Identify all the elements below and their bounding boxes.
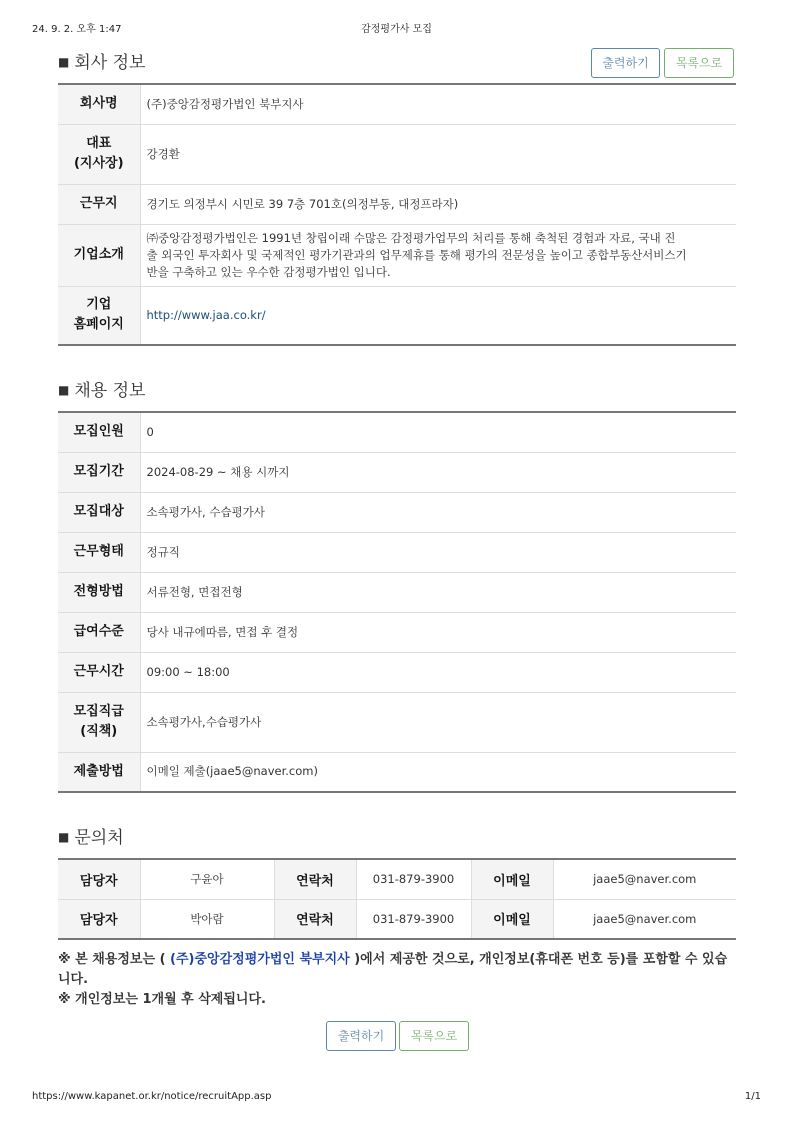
print-button-bottom[interactable]: 출력하기: [326, 1021, 396, 1051]
list-button-top[interactable]: 목록으로: [664, 48, 734, 78]
location-value: 경기도 의정부시 시민로 39 7층 701호(의정부동, 대정프라자): [140, 184, 736, 224]
privacy-notice: [58, 950, 738, 1010]
company-section-title: ■ 회사 정보: [58, 53, 146, 73]
notice-line-1: ※ 본 채용정보는 ( (주)중앙감정평가법인 북부지사 )에서 제공한 것으로, 개인정보(휴대폰 번호 등)를 포함할 수 있습니다.: [58, 952, 728, 987]
phone-value: 031-879-3900: [356, 859, 471, 899]
table-row: [58, 412, 736, 452]
hours-label: 근무시간: [58, 652, 140, 692]
submission-value: 이메일 제출(jaae5@naver.com): [146, 764, 318, 779]
section-bullet-icon: ■: [58, 383, 70, 397]
table-row: [58, 692, 736, 752]
print-footer: [32, 1091, 761, 1105]
table-row: [58, 752, 736, 792]
phone-value: 031-879-3900: [356, 899, 471, 939]
table-row: [58, 492, 736, 532]
homepage-label: 기업 홈페이지: [58, 286, 140, 345]
person-label: 담당자: [58, 899, 140, 939]
notice-company: (주)중앙감정평가법인 북부지사: [165, 952, 355, 967]
selection-label: 전형방법: [58, 572, 140, 612]
section-bullet-icon: ■: [58, 830, 70, 844]
email-label: 이메일: [471, 899, 553, 939]
employment-type-value: 정규직: [140, 532, 736, 572]
company-name-label: 회사명: [58, 84, 140, 124]
print-header: [32, 20, 761, 36]
salary-label: 급여수준: [58, 612, 140, 652]
selection-value: 서류전형, 면접전형: [140, 572, 736, 612]
table-row: [58, 652, 736, 692]
position-value: 소속평가사,수습평가사: [140, 692, 736, 752]
recruit-info-table: [58, 411, 736, 793]
print-page-number: 1/1: [744, 1091, 761, 1102]
notice-line-2: ※ 개인정보는 1개월 후 삭제됩니다.: [58, 992, 266, 1007]
table-row: [58, 184, 736, 224]
period-label: 모집기간: [58, 452, 140, 492]
table-row: [58, 899, 736, 939]
homepage-value: [140, 286, 736, 345]
company-name-value: (주)중앙감정평가법인 북부지사: [140, 84, 736, 124]
print-date: 24. 9. 2. 오후 1:47: [32, 24, 122, 35]
location-label: 근무지: [58, 184, 140, 224]
email-value: jaae5@naver.com: [593, 911, 697, 926]
period-value: 2024-08-29 ~ 채용 시까지: [140, 452, 736, 492]
hours-value: 09:00 ~ 18:00: [140, 652, 736, 692]
contact-section-title: ■ 문의처: [58, 828, 124, 848]
list-button-bottom[interactable]: 목록으로: [399, 1021, 469, 1051]
phone-label: 연락처: [274, 899, 356, 939]
recruit-section-title: ■ 채용 정보: [58, 381, 146, 401]
section-bullet-icon: ■: [58, 55, 70, 69]
print-button-top[interactable]: 출력하기: [591, 48, 660, 78]
headcount-value: 0: [140, 412, 736, 452]
table-row: [58, 84, 736, 124]
table-row: [58, 859, 736, 899]
contact-table: [58, 858, 736, 940]
ceo-value: 강경환: [140, 124, 736, 184]
table-row: [58, 224, 736, 286]
salary-value: 당사 내규에따름, 면접 후 결정: [140, 612, 736, 652]
homepage-link[interactable]: http://www.jaa.co.kr/: [146, 307, 266, 322]
print-title: 감정평가사 모집: [361, 24, 432, 35]
email-label: 이메일: [471, 859, 553, 899]
table-row: [58, 452, 736, 492]
phone-label: 연락처: [274, 859, 356, 899]
table-row: [58, 286, 736, 345]
target-value: 소속평가사, 수습평가사: [140, 492, 736, 532]
headcount-label: 모집인원: [58, 412, 140, 452]
table-row: [58, 124, 736, 184]
ceo-label: 대표 (지사장): [58, 124, 140, 184]
intro-value: ㈜중앙감정평가법인은 1991년 창립이래 수많은 감정평가업무의 처리를 통해 축척된 경험과 자료, 국내 진 출 외국인 투자회사 및 국제적인 평가기관과의 업무제휴를 통해 평가의 전문성을 높이고 종합부동산서비스기 반을 구축하고 있는 우수한 감정평가법인 입니다.: [140, 224, 736, 286]
company-info-table: [58, 83, 736, 346]
print-url: https://www.kapanet.or.kr/notice/recruitApp.asp: [32, 1091, 272, 1102]
person-value: 박아람: [140, 899, 274, 939]
person-label: 담당자: [58, 859, 140, 899]
table-row: [58, 612, 736, 652]
person-value: 구윤아: [140, 859, 274, 899]
target-label: 모집대상: [58, 492, 140, 532]
table-row: [58, 572, 736, 612]
intro-label: 기업소개: [58, 224, 140, 286]
employment-type-label: 근무형태: [58, 532, 140, 572]
table-row: [58, 532, 736, 572]
email-value: jaae5@naver.com: [553, 859, 736, 899]
submission-label: 제출방법: [58, 752, 140, 792]
position-label: 모집직급 (직책): [58, 692, 140, 752]
